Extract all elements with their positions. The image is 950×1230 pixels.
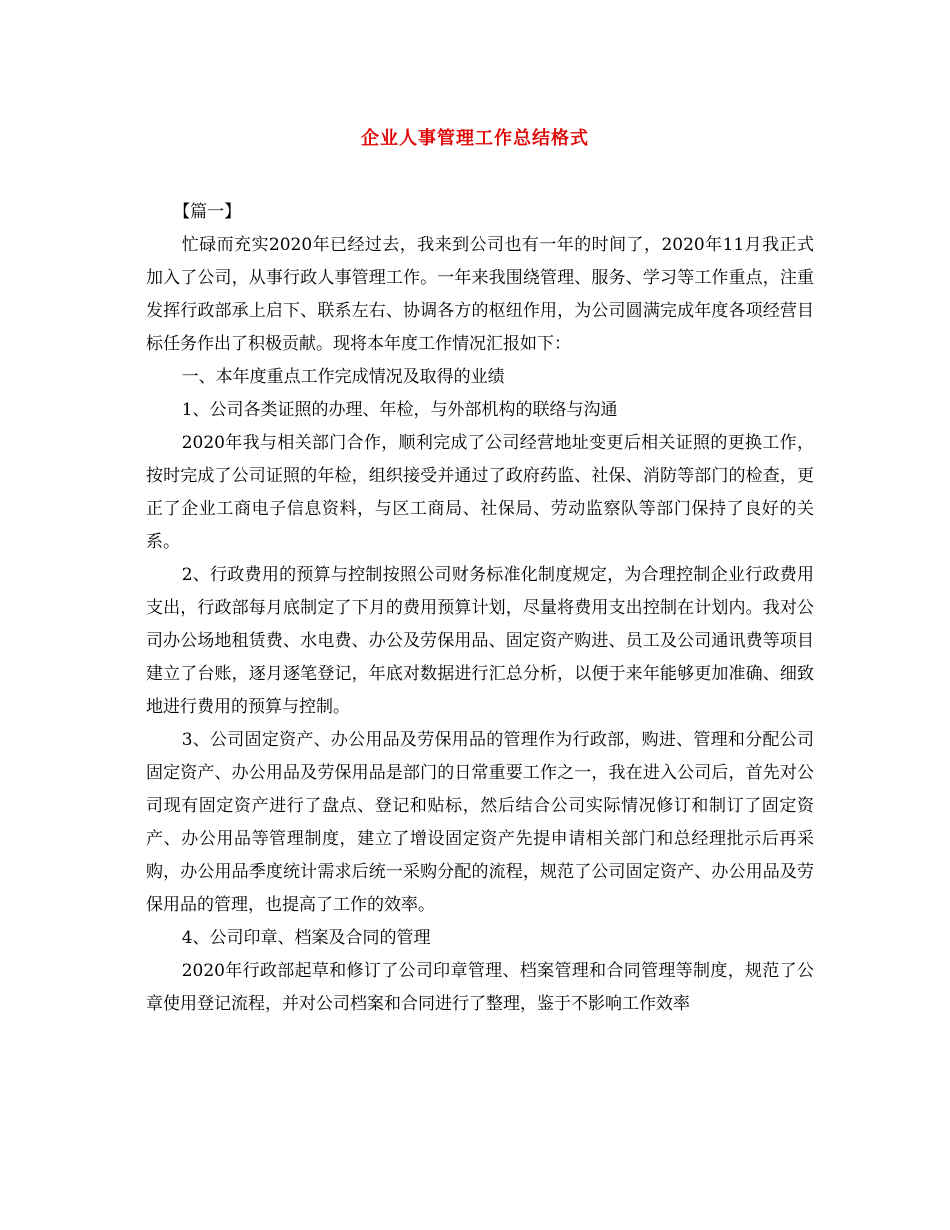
paragraph-item-2: 2、行政费用的预算与控制按照公司财务标准化制度规定，为合理控制企业行政费用支出，行政部每月底制定了下月的费用预算计划，尽量将费用支出控制在计划内。我对公司办公场地租赁费、水电费、办公及劳保用品、固定资产购进、员工及公司通讯费等项目建立了台账，逐月逐笔登记，年底对数据进行汇总分析，以便于来年能够更加准确、细致地进行费用的预算与控制。: [146, 565, 814, 717]
document-title: 企业人事管理工作总结格式: [361, 128, 589, 149]
paragraph-intro: 忙碌而充实2020年已经过去，我来到公司也有一年的时间了，2020年11月我正式加入了公司，从事行政人事管理工作。一年来我围绕管理、服务、学习等工作重点，注重发挥行政部承上启下、联系左右、协调各方的枢纽作用，为公司圆满完成年度各项经营目标任务作出了积极贡献。现将本年度工作情况汇报如下：: [146, 235, 814, 354]
paragraph-item-3: 3、公司固定资产、办公用品及劳保用品的管理作为行政部，购进、管理和分配公司固定资产、办公用品及劳保用品是部门的日常重要工作之一，我在进入公司后，首先对公司现有固定资产进行了盘点、登记和贴标，然后结合公司实际情况修订和制订了固定资产、办公用品等管理制度，建立了增设固定资产先提申请相关部门和总经理批示后再采购，办公用品季度统计需求后统一采购分配的流程，规范了公司固定资产、办公用品及劳保用品的管理，也提高了工作的效率。: [146, 730, 814, 915]
item-heading-1: 1、公司各类证照的办理、年检，与外部机构的联络与沟通: [181, 400, 618, 420]
paragraph-item-4: 2020年行政部起草和修订了公司印章管理、档案管理和合同管理等制度，规范了公章使用登记流程，并对公司档案和合同进行了整理，鉴于不影响工作效率: [146, 961, 814, 1014]
document-body: [146, 196, 814, 1021]
paragraph-item-1: 2020年我与相关部门合作，顺利完成了公司经营地址变更后相关证照的更换工作，按时完成了公司证照的年检，组织接受并通过了政府药监、社保、消防等部门的检查，更正了企业工商电子信息资料，与区工商局、社保局、劳动监察队等部门保持了良好的关系。: [146, 433, 814, 552]
section-heading-1: 一、本年度重点工作完成情况及取得的业绩: [181, 367, 505, 387]
section-label: 【篇一】: [173, 202, 242, 222]
item-heading-4: 4、公司印章、档案及合同的管理: [181, 928, 431, 948]
